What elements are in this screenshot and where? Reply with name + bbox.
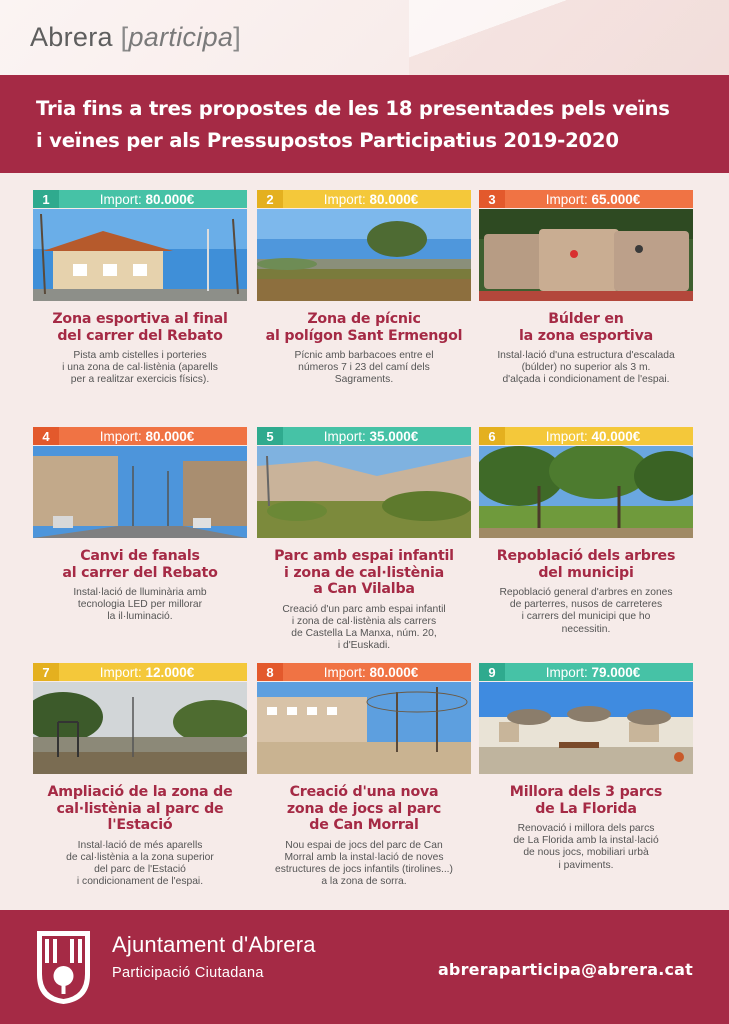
proposal-card-8[interactable] [257, 663, 471, 888]
contact-email-link[interactable]: abreraparticipa@abrera.cat [437, 960, 693, 979]
import-label: Import: [545, 428, 588, 444]
proposal-description [257, 604, 471, 653]
proposal-title [33, 311, 247, 344]
proposal-number: 7 [42, 664, 50, 680]
proposal-number: 2 [266, 191, 274, 207]
proposal-photo [479, 209, 693, 301]
proposal-amount: 80.000€ [145, 428, 195, 444]
proposal-description-line: Sagraments. [334, 374, 394, 386]
footer [0, 910, 729, 1024]
proposal-photo [257, 209, 471, 301]
proposal-title [257, 784, 471, 834]
proposal-number: 3 [488, 191, 496, 207]
proposal-description-line: Repoblació general d'arbres en zones [499, 587, 673, 598]
proposal-description-line: Morral amb la instal·lació de noves [284, 851, 444, 863]
proposal-photo [257, 446, 471, 538]
proposal-title [257, 548, 471, 598]
proposal-description-line: Instal·lació de més aparells [77, 839, 203, 851]
proposal-amount: 80.000€ [369, 664, 419, 680]
proposal-description [257, 840, 471, 889]
proposal-description [257, 350, 471, 387]
proposal-title-line: l'Estació [107, 817, 173, 833]
proposal-title-line: Repoblació dels arbres [496, 548, 676, 564]
import-label: Import: [99, 191, 142, 207]
proposal-card-9[interactable] [479, 663, 693, 872]
import-label: Import: [323, 664, 366, 680]
proposal-title-line: Búlder en [548, 311, 624, 327]
proposal-description-line: del parc de l'Estació [94, 863, 186, 875]
proposal-description-line: i d'Euskadi. [337, 640, 391, 652]
proposal-number: 9 [488, 664, 496, 680]
proposal-title-line: Zona esportiva al final [52, 311, 228, 327]
headline-line-1: Tria fins a tres propostes de les 18 presentades pels veïns [36, 97, 670, 120]
proposal-number: 6 [488, 428, 496, 444]
proposal-title-line: Canvi de fanals [80, 548, 200, 564]
proposal-tab [479, 427, 693, 445]
proposal-description-line: i paviments. [558, 859, 614, 871]
proposal-description [479, 823, 693, 872]
proposal-title [257, 311, 471, 344]
proposal-description [479, 350, 693, 387]
brand-name: Abrera [30, 22, 113, 52]
proposal-title-line: la zona esportiva [518, 327, 654, 344]
proposal-title [33, 784, 247, 834]
proposal-title [479, 548, 693, 581]
proposal-photo [479, 682, 693, 774]
proposal-card-7[interactable] [33, 663, 247, 888]
import-label: Import: [323, 428, 366, 444]
proposal-number: 4 [42, 428, 50, 444]
proposal-photo [33, 209, 247, 301]
proposal-description-line: i zona de cal·listènia als carrers [291, 615, 437, 627]
proposal-description-line: de La Florida amb la instal·lació [513, 835, 659, 847]
proposal-tab [33, 663, 247, 681]
proposal-description-line: estructures de jocs infantils (tirolines...) [275, 863, 453, 875]
proposal-number: 5 [266, 428, 274, 444]
proposal-amount: 35.000€ [369, 428, 419, 444]
proposal-description-line: a la zona de sorra. [321, 876, 407, 888]
proposal-title [479, 784, 693, 817]
proposal-amount: 79.000€ [591, 664, 641, 680]
proposal-tab [479, 190, 693, 208]
proposal-amount: 40.000€ [591, 428, 641, 444]
brand-logo [30, 22, 241, 53]
proposal-tab [257, 190, 471, 208]
proposal-description-line: i una zona de cal·listènia (aparells [62, 362, 218, 374]
proposal-title-line: al carrer del Rebato [62, 564, 218, 581]
proposal-number: 1 [42, 191, 50, 207]
brand-tagline: participa [128, 22, 234, 52]
proposal-title-line: Creació d'una nova [289, 784, 439, 800]
import-label: Import: [545, 191, 588, 207]
proposal-tab [479, 663, 693, 681]
proposal-title [33, 548, 247, 581]
proposal-amount: 12.000€ [145, 664, 195, 680]
proposal-card-6[interactable] [479, 427, 693, 636]
proposal-photo [33, 446, 247, 538]
proposal-title-line: a Can Vilalba [313, 581, 415, 597]
proposal-photo [257, 682, 471, 774]
proposal-card-3[interactable] [479, 190, 693, 387]
proposal-description-line: de nous jocs, mobiliari urbà [523, 847, 649, 859]
proposal-description-line: (búlder) no superior als 3 m. [521, 362, 651, 374]
proposal-photo [33, 682, 247, 774]
proposal-description-line: de Castella La Manxa, núm. 20, [291, 627, 437, 639]
proposal-title-line: de Can Morral [309, 817, 419, 833]
proposal-description [33, 840, 247, 889]
proposal-description-line: necessitin. [561, 623, 611, 635]
proposal-title-line: Millora dels 3 parcs [509, 784, 663, 800]
brand-close-bracket: ] [233, 22, 242, 52]
proposal-tab [33, 190, 247, 208]
proposal-description-line: Pícnic amb barbacoes entre el [294, 350, 434, 361]
proposal-card-1[interactable] [33, 190, 247, 387]
proposal-amount: 65.000€ [591, 191, 641, 207]
proposal-description-line: Pista amb cistelles i porteries [73, 350, 207, 361]
brand-open-bracket: [ [120, 22, 129, 52]
proposal-amount: 80.000€ [369, 191, 419, 207]
proposal-description-line: números 7 i 23 del camí dels [298, 362, 430, 374]
proposal-title-line: Zona de pícnic [307, 311, 421, 327]
proposal-description-line: i condicionament de l'espai. [76, 876, 204, 888]
headline-banner [0, 75, 729, 173]
proposal-description [33, 350, 247, 387]
proposal-description-line: Nou espai de jocs del parc de Can [285, 839, 443, 851]
proposal-title-line: del municipi [538, 564, 634, 581]
proposal-description-line: Instal·lació d'una estructura d'escalada [497, 350, 675, 361]
proposal-title-line: i zona de cal·listènia [283, 564, 445, 581]
proposal-description-line: la il·luminació. [107, 611, 173, 623]
import-label: Import: [545, 664, 588, 680]
proposal-tab [257, 663, 471, 681]
department-name: Participació Ciutadana [112, 965, 264, 981]
proposal-description-line: i carrers del municipi que ho [521, 611, 651, 623]
organization-name: Ajuntament d'Abrera [112, 932, 316, 957]
proposal-description-line: d'alçada i condicionament de l'espai. [502, 374, 670, 386]
proposal-title-line: de La Florida [535, 800, 637, 817]
proposal-description-line: tecnologia LED per millorar [77, 599, 203, 611]
proposal-description-line: de parterres, nusos de carreteres [509, 599, 663, 611]
proposal-title-line: al polígon Sant Ermengol [265, 327, 463, 344]
proposal-description-line: Creació d'un parc amb espai infantil [282, 603, 446, 615]
proposal-title [479, 311, 693, 344]
proposal-description [33, 587, 247, 624]
proposal-title-line: Ampliació de la zona de [47, 784, 233, 800]
municipal-crest-icon [36, 930, 91, 1005]
proposal-photo [479, 446, 693, 538]
headline-line-2: i veïnes per als Pressupostos Participatius 2019-2020 [36, 129, 619, 152]
proposal-number: 8 [266, 664, 274, 680]
proposal-description-line: per a realitzar exercicis físics). [70, 374, 210, 386]
import-label: Import: [323, 191, 366, 207]
proposal-amount: 80.000€ [145, 191, 195, 207]
proposal-title-line: zona de jocs al parc [286, 800, 442, 817]
proposal-card-2[interactable] [257, 190, 471, 387]
proposal-tab [33, 427, 247, 445]
proposal-description [479, 587, 693, 636]
proposal-card-5[interactable] [257, 427, 471, 652]
proposal-description-line: Renovació i millora dels parcs [517, 823, 655, 834]
proposal-description-line: Instal·lació de lluminària amb [73, 587, 207, 598]
proposal-title-line: cal·listènia al parc de [56, 800, 224, 817]
import-label: Import: [99, 428, 142, 444]
import-label: Import: [99, 664, 142, 680]
proposal-tab [257, 427, 471, 445]
proposal-title-line: del carrer del Rebato [57, 327, 223, 344]
proposal-description-line: de cal·listènia a la zona superior [66, 851, 214, 863]
proposal-title-line: Parc amb espai infantil [274, 548, 454, 564]
proposal-card-4[interactable] [33, 427, 247, 624]
